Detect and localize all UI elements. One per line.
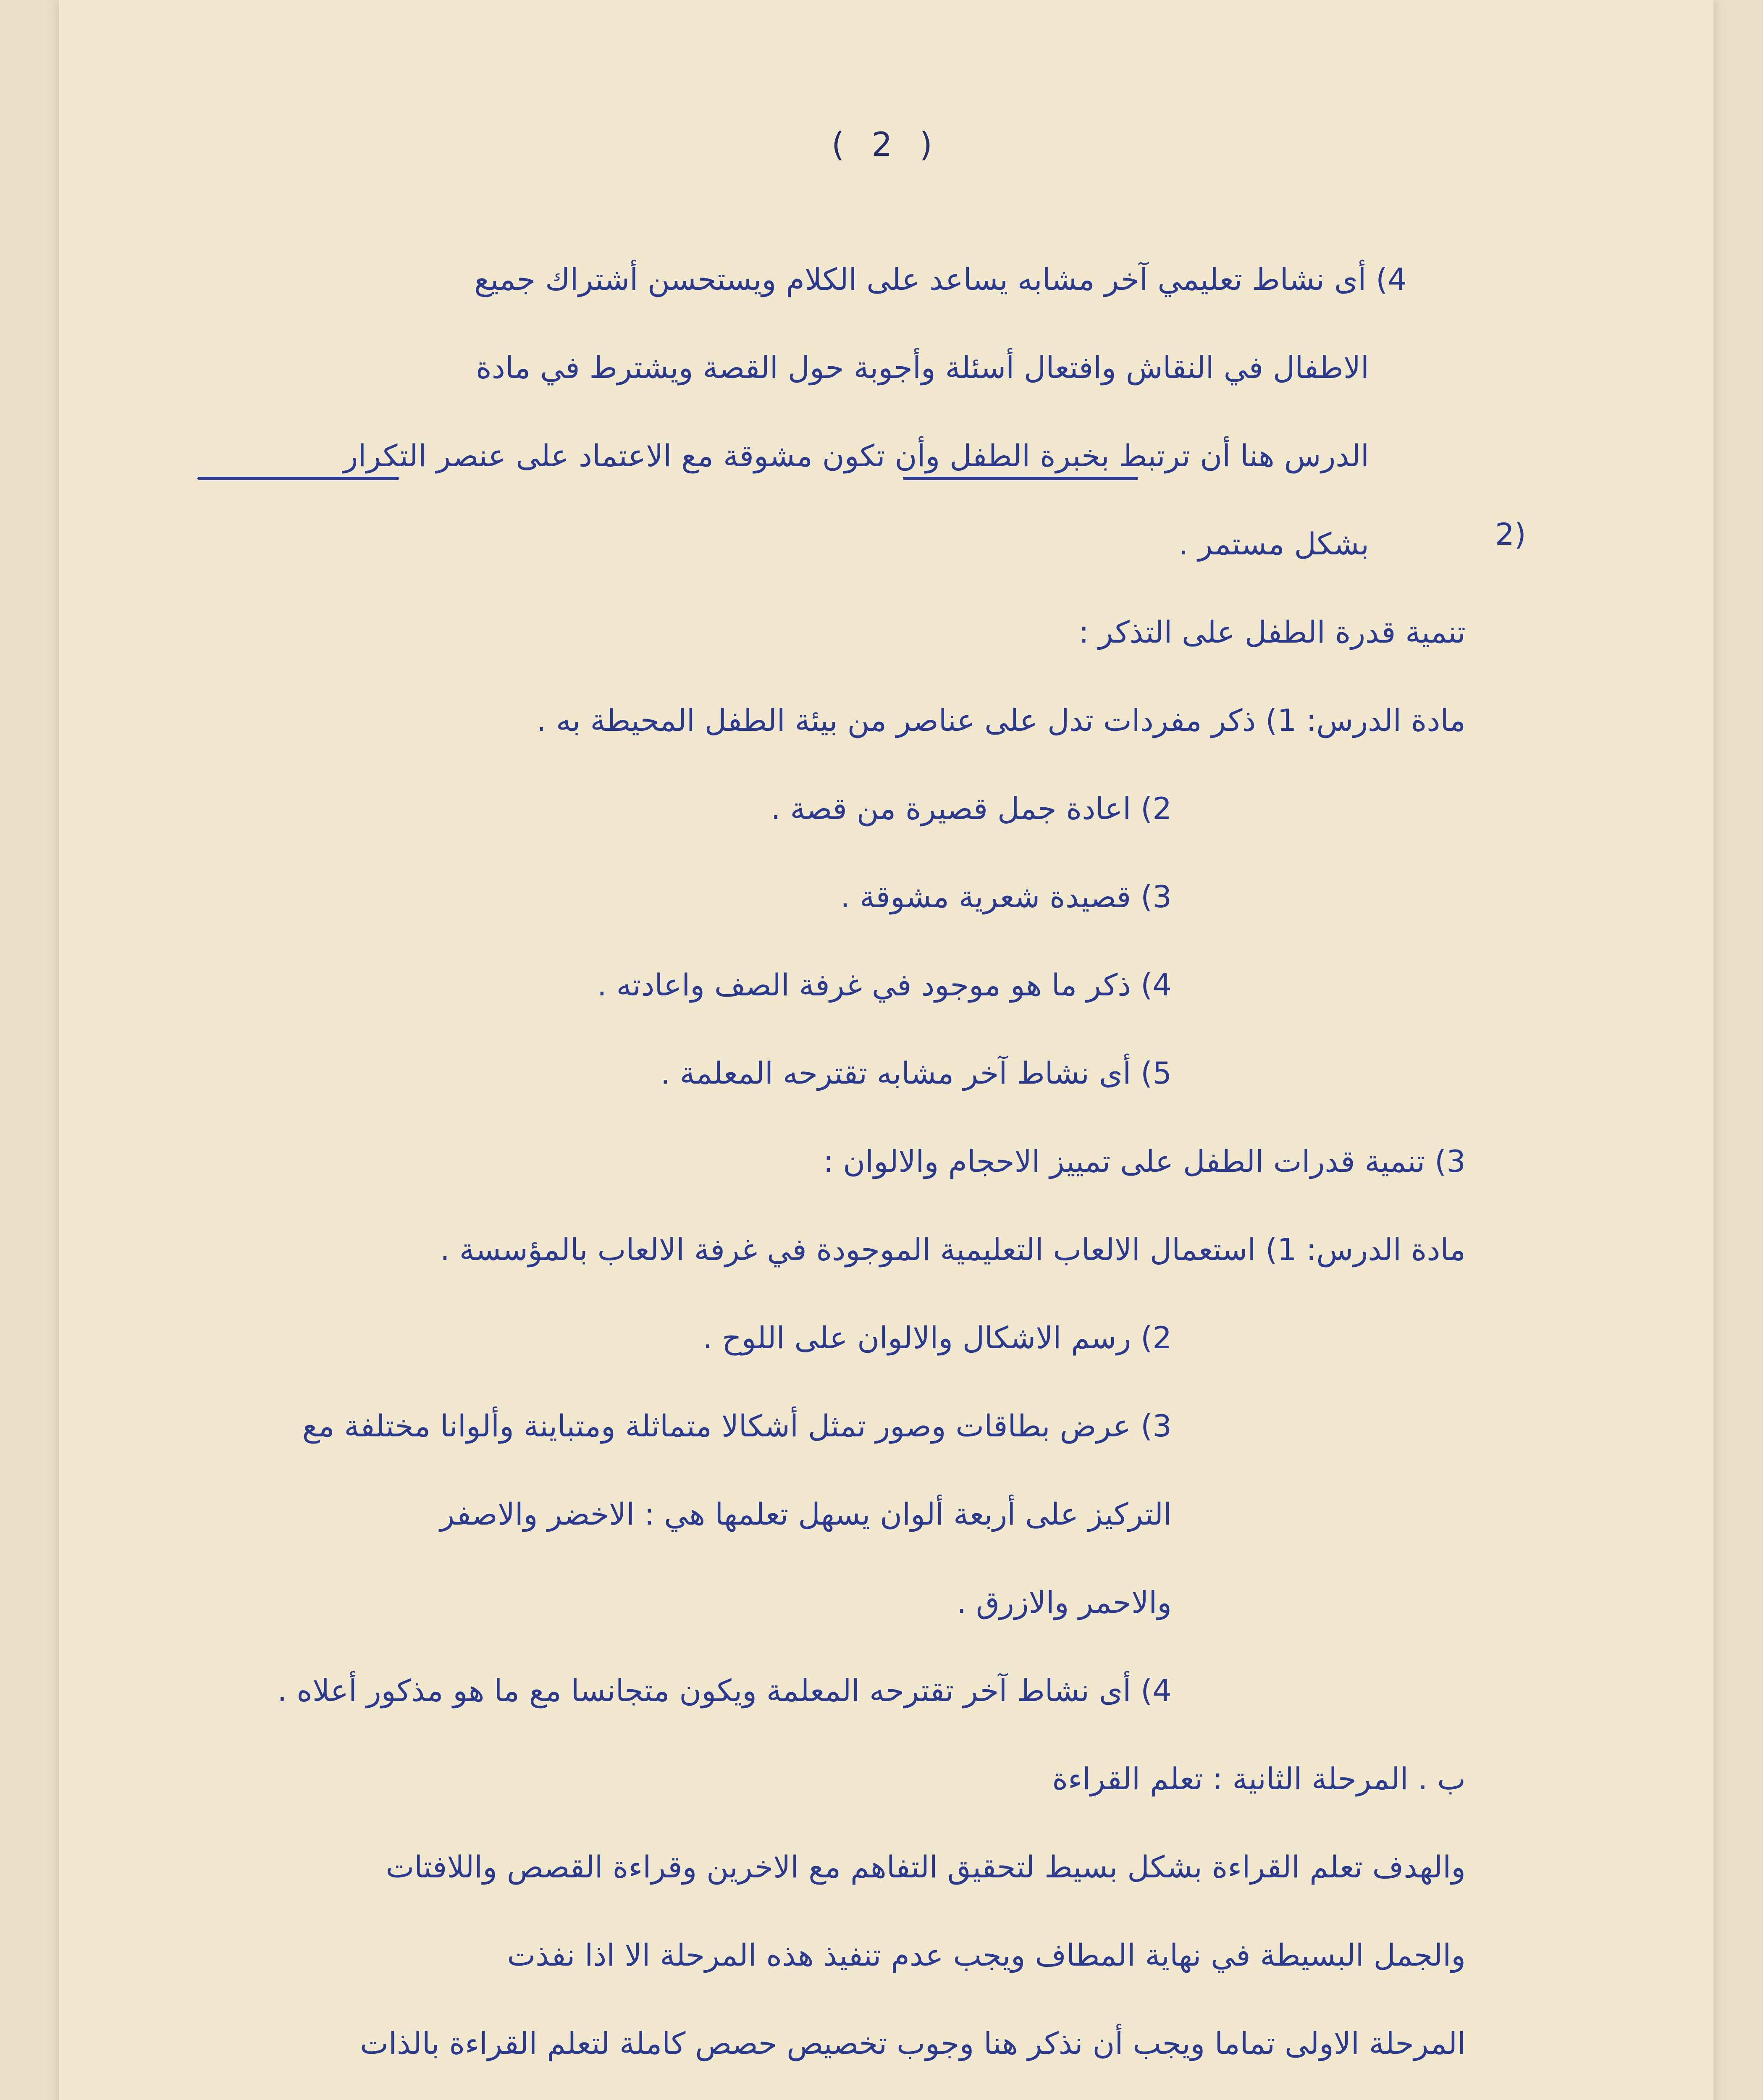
section-3 xyxy=(185,1117,1466,1735)
list-item: مادة الدرس: 1) استعمال الالعاب التعليمية الموجودة في غرفة الالعاب بالمؤسسة . xyxy=(440,1232,1466,1267)
list-item: والاحمر والازرق . xyxy=(957,1585,1172,1620)
section-heading: 3) تنمية قدرات الطفل على تمييز الاحجام والالوان : xyxy=(823,1144,1466,1179)
paragraph-line xyxy=(185,2087,1466,2100)
list-item: 4) ذكر ما هو موجود في غرفة الصف واعادته . xyxy=(597,967,1172,1003)
text-line: الدرس هنا أن ترتبط بخبرة الطفل وأن تكون مشوقة مع الاعتماد على عنصر التكرار xyxy=(343,438,1369,473)
section-heading: ب . المرحلة الثانية : تعلم القراءة xyxy=(1052,1761,1466,1796)
section-2-margin-number: 2) xyxy=(1495,517,1526,552)
text-line: الاطفال في النقاش وافتعال أسئلة وأجوبة حول القصة ويشترط في مادة xyxy=(476,350,1369,385)
list-item: 2) رسم الاشكال والالوان على اللوح . xyxy=(703,1320,1172,1355)
document-page xyxy=(59,0,1713,2100)
list-item: 3) عرض بطاقات وصور تمثل أشكالا متماثلة ومتباينة وألوانا مختلفة مع xyxy=(302,1408,1172,1444)
list-item: 4) أى نشاط آخر تقترحه المعلمة ويكون متجانسا مع ما هو مذكور أعلاه . xyxy=(277,1673,1172,1708)
list-item: 5) أى نشاط آخر مشابه تقترحه المعلمة . xyxy=(660,1055,1172,1091)
text-line: 4) أى نشاط تعليمي آخر مشابه يساعد على الكلام ويستحسن أشتراك جميع xyxy=(474,262,1407,297)
paragraph-line: المرحلة الاولى تماما ويجب أن نذكر هنا وجوب تخصيص حصص كاملة لتعلم القراءة بالذات xyxy=(360,2026,1466,2061)
stage-b xyxy=(185,1735,1466,2100)
paragraph-line: والهدف تعلم القراءة بشكل بسيط لتحقيق التفاهم مع الاخرين وقراءة القصص واللافتات xyxy=(386,1849,1466,1885)
paragraph-line: والجمل البسيطة في نهاية المطاف ويجب عدم تنفيذ هذه المرحلة الا اذا نفذت xyxy=(507,1937,1466,1973)
list-item: التركيز على أربعة ألوان يسهل تعلمها هي : الاخضر والاصفر xyxy=(440,1496,1172,1532)
list-item: مادة الدرس: 1) ذكر مفردات تدل على عناصر من بيئة الطفل المحيطة به . xyxy=(537,703,1466,738)
document-body xyxy=(185,235,1466,2100)
page-number: ( 2 ) xyxy=(831,126,941,164)
section-2 xyxy=(185,588,1466,1117)
list-item: 2) اعادة جمل قصيرة من قصة . xyxy=(771,791,1172,826)
list-item: 3) قصيدة شعرية مشوقة . xyxy=(840,879,1172,914)
item-4-block xyxy=(185,235,1466,588)
text-line: بشكل مستمر . xyxy=(1178,526,1369,562)
section-heading: تنمية قدرة الطفل على التذكر : xyxy=(1078,614,1466,650)
